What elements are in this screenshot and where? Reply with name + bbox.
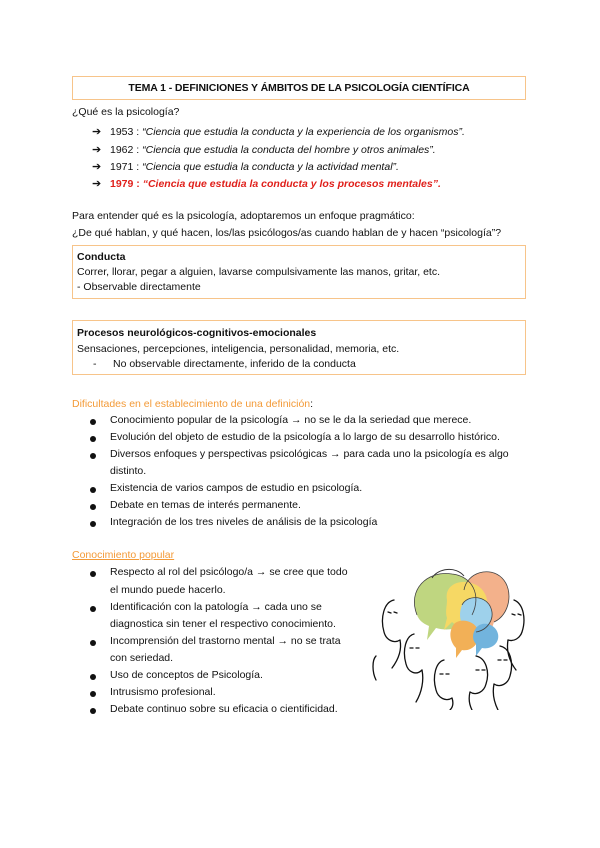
popular-item: Identificación con la patología → cada uno se: [110, 601, 322, 613]
popular-item: Debate continuo sobre su eficacia o cientificidad.: [110, 703, 338, 715]
dificultad-item: Integración de los tres niveles de análisis de la psicología: [110, 516, 378, 528]
bullet-icon: [90, 419, 96, 425]
popular-heading: Conocimiento popular: [72, 549, 175, 561]
bullet-icon: [90, 606, 96, 612]
definition-3: ➔ 1971 : “Ciencia que estudia la conducta y la actividad mental”.: [92, 161, 399, 173]
bullet-icon: [90, 521, 96, 527]
bullet-icon: [90, 674, 96, 680]
popular-item-cont: diagnostica sin tener el respectivo conocimiento.: [110, 618, 336, 630]
definition-2: ➔ 1962 : “Ciencia que estudia la conducta del hombre y otros animales”.: [92, 144, 436, 156]
arrow-right-icon: ➔: [92, 144, 102, 156]
conducta-examples: Correr, llorar, pegar a alguien, lavarse compulsivamente las manos, gritar, etc.: [77, 266, 441, 278]
intro-line-2: ¿De qué hablan, y qué hacen, los/las psicólogos/as cuando hablan de y hacen “psicología”?: [72, 227, 502, 239]
dificultad-item: Diversos enfoques y perspectivas psicológicas → para cada uno la psicología es algo: [110, 448, 509, 460]
procesos-box: [72, 320, 526, 375]
title-box: [72, 76, 526, 100]
bullet-icon: [90, 504, 96, 510]
dificultad-item-cont: distinto.: [110, 465, 147, 477]
bullet-icon: [90, 691, 96, 697]
dificultades-heading: Dificultades en el establecimiento de una definición:: [72, 398, 314, 410]
popular-item-cont: el mundo puede hacerlo.: [110, 584, 226, 596]
popular-item: Respecto al rol del psicólogo/a → se cree que todo: [110, 566, 348, 578]
popular-item-cont: con seriedad.: [110, 652, 174, 664]
question: ¿Qué es la psicología?: [72, 106, 180, 118]
arrow-right-icon: ➔: [92, 126, 102, 138]
conducta-heading: Conducta: [77, 251, 126, 263]
intro-line-1: Para entender qué es la psicología, adoptaremos un enfoque pragmático:: [72, 210, 415, 222]
popular-item: Intrusismo profesional.: [110, 686, 216, 698]
procesos-note: No observable directamente, inferido de la conducta: [113, 358, 356, 370]
procesos-heading: Procesos neurológicos-cognitivos-emocionales: [77, 327, 317, 339]
bullet-icon: [90, 436, 96, 442]
dificultad-item: Evolución del objeto de estudio de la psicología a lo largo de su desarrollo histórico.: [110, 431, 500, 443]
bullet-icon: [90, 571, 96, 577]
definition-4: ➔ 1979 : “Ciencia que estudia la conducta y los procesos mentales”.: [92, 178, 441, 190]
conducta-box: [72, 245, 526, 299]
dificultad-item: Conocimiento popular de la psicología → no se le da la seriedad que merece.: [110, 414, 472, 426]
speech-bubbles-icon: [414, 569, 509, 658]
conducta-note: - Observable directamente: [77, 281, 201, 293]
people-speech-bubbles-illustration: [372, 560, 532, 710]
page-title: TEMA 1 - DEFINICIONES Y ÁMBITOS DE LA PSICOLOGÍA CIENTÍFICA: [128, 82, 470, 94]
dificultad-item: Existencia de varios campos de estudio en psicología.: [110, 482, 363, 494]
dificultad-item: Debate en temas de interés permanente.: [110, 499, 301, 511]
arrow-right-icon: ➔: [92, 161, 102, 173]
arrow-right-icon: ➔: [92, 178, 102, 190]
definition-1: ➔ 1953 : “Ciencia que estudia la conducta y la experiencia de los organismos”.: [92, 126, 465, 138]
procesos-examples: Sensaciones, percepciones, inteligencia, personalidad, memoria, etc.: [77, 343, 400, 355]
bullet-icon: [90, 640, 96, 646]
bullet-icon: [90, 708, 96, 714]
bullet-icon: [90, 453, 96, 459]
popular-item: Incomprensión del trastorno mental → no se trata: [110, 635, 341, 647]
bullet-icon: [90, 487, 96, 493]
procesos-dash: -: [93, 358, 97, 370]
popular-item: Uso de conceptos de Psicología.: [110, 669, 263, 681]
